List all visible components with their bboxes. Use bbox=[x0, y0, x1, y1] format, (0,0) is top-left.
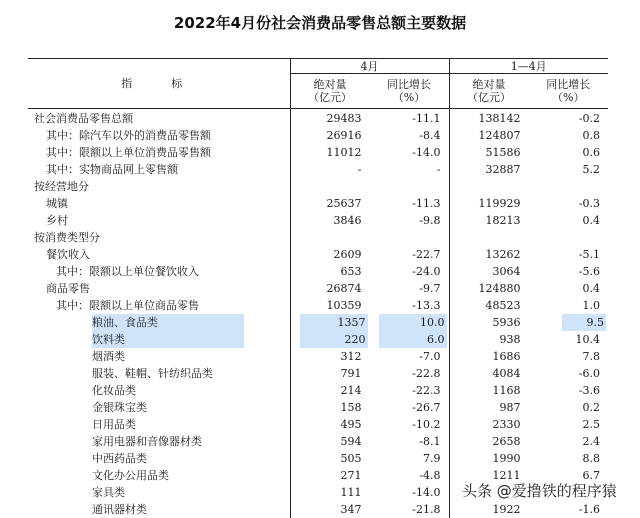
cell-value: 1990 bbox=[493, 452, 521, 465]
cell-value: 10.4 bbox=[576, 333, 601, 346]
value-cell-v2 bbox=[370, 484, 450, 501]
abs-line2: （亿元） bbox=[450, 91, 529, 104]
cell-value: - bbox=[358, 163, 362, 176]
cell-value: -0.2 bbox=[579, 112, 600, 125]
yoy-line1: 同比增长 bbox=[370, 78, 449, 91]
value-cell-v2 bbox=[370, 178, 450, 195]
row-label-cell bbox=[28, 348, 290, 365]
value-cell-v2 bbox=[370, 501, 450, 518]
table-row bbox=[28, 297, 608, 314]
value-cell-v4 bbox=[529, 365, 609, 382]
abs-line2: （亿元） bbox=[291, 91, 370, 104]
value-cell-v2 bbox=[370, 109, 450, 128]
yoy-line1: 同比增长 bbox=[529, 78, 609, 91]
yoy-line2: （%） bbox=[370, 91, 449, 104]
value-cell-v3 bbox=[449, 314, 529, 331]
table-row bbox=[28, 450, 608, 467]
table-row bbox=[28, 365, 608, 382]
cell-value: 0.4 bbox=[583, 214, 601, 227]
value-cell-v2 bbox=[370, 365, 450, 382]
cell-value: 8.8 bbox=[583, 452, 601, 465]
cell-value: -11.3 bbox=[412, 197, 440, 210]
april-group-header: 4月 bbox=[290, 59, 449, 74]
table-row bbox=[28, 399, 608, 416]
value-cell-v2 bbox=[370, 127, 450, 144]
row-label-cell bbox=[28, 178, 290, 195]
value-cell-v1 bbox=[290, 382, 370, 399]
cell-value: -22.3 bbox=[412, 384, 440, 397]
value-cell-v1 bbox=[290, 297, 370, 314]
cell-value: 2.4 bbox=[583, 435, 601, 448]
value-cell-v2 bbox=[370, 450, 450, 467]
cell-value: 0.2 bbox=[583, 401, 601, 414]
value-cell-v1 bbox=[290, 399, 370, 416]
row-label: 文化办公用品类 bbox=[92, 469, 169, 482]
cell-value: -10.2 bbox=[412, 418, 440, 431]
cell-value: 6.7 bbox=[583, 469, 601, 482]
table-row bbox=[28, 416, 608, 433]
value-cell-v1 bbox=[290, 348, 370, 365]
value-cell-v1 bbox=[290, 109, 370, 128]
cell-value: 111 bbox=[341, 486, 362, 499]
cell-value: 119929 bbox=[479, 197, 521, 210]
yoy-line2: （%） bbox=[529, 91, 609, 104]
row-label-cell bbox=[28, 314, 290, 331]
april-absolute-header bbox=[290, 74, 370, 109]
cell-value: 29483 bbox=[327, 112, 362, 125]
cell-value: 2330 bbox=[493, 418, 521, 431]
value-cell-v3 bbox=[449, 229, 529, 246]
value-cell-v1 bbox=[290, 450, 370, 467]
cell-value: 938 bbox=[500, 333, 521, 346]
value-cell-v2 bbox=[370, 280, 450, 297]
value-cell-v1 bbox=[290, 195, 370, 212]
table-row bbox=[28, 109, 608, 128]
row-label-cell bbox=[28, 297, 290, 314]
row-label: 乡村 bbox=[46, 214, 68, 227]
cell-value: 987 bbox=[500, 401, 521, 414]
row-label-cell bbox=[28, 399, 290, 416]
table-row bbox=[28, 212, 608, 229]
cell-value: 1168 bbox=[493, 384, 521, 397]
table-row bbox=[28, 178, 608, 195]
row-label-cell bbox=[28, 501, 290, 518]
row-label: 通讯器材类 bbox=[92, 503, 147, 516]
cell-value: 2658 bbox=[493, 435, 521, 448]
table-row bbox=[28, 161, 608, 178]
retail-sales-table bbox=[28, 58, 608, 518]
value-cell-v4 bbox=[529, 263, 609, 280]
table-row bbox=[28, 144, 608, 161]
value-cell-v2 bbox=[370, 467, 450, 484]
cell-value: 1922 bbox=[493, 503, 521, 516]
value-cell-v3 bbox=[449, 195, 529, 212]
cell-value: 0.4 bbox=[583, 282, 601, 295]
value-cell-v4 bbox=[529, 433, 609, 450]
value-cell-v4 bbox=[529, 127, 609, 144]
cell-value: 3064 bbox=[493, 265, 521, 278]
row-label-cell bbox=[28, 263, 290, 280]
value-cell-v3 bbox=[449, 212, 529, 229]
cell-value: -4.8 bbox=[419, 469, 440, 482]
value-cell-v4 bbox=[529, 348, 609, 365]
row-label-cell bbox=[28, 331, 290, 348]
value-cell-v3 bbox=[449, 297, 529, 314]
cell-value: 1357 bbox=[300, 314, 368, 331]
row-label: 餐饮收入 bbox=[46, 248, 90, 261]
value-cell-v1 bbox=[290, 365, 370, 382]
row-label: 烟酒类 bbox=[92, 350, 125, 363]
cell-value: 48523 bbox=[486, 299, 521, 312]
value-cell-v1 bbox=[290, 433, 370, 450]
value-cell-v3 bbox=[449, 433, 529, 450]
cell-value: -14.0 bbox=[412, 146, 440, 159]
cell-value: 1.0 bbox=[583, 299, 601, 312]
cell-value: 124807 bbox=[479, 129, 521, 142]
cell-value: 13262 bbox=[486, 248, 521, 261]
value-cell-v4 bbox=[529, 450, 609, 467]
value-cell-v4 bbox=[529, 314, 609, 331]
value-cell-v1 bbox=[290, 212, 370, 229]
value-cell-v4 bbox=[529, 144, 609, 161]
table-row bbox=[28, 314, 608, 331]
value-cell-v2 bbox=[370, 161, 450, 178]
value-cell-v4 bbox=[529, 195, 609, 212]
value-cell-v4 bbox=[529, 297, 609, 314]
value-cell-v3 bbox=[449, 382, 529, 399]
cell-value: -22.7 bbox=[412, 248, 440, 261]
row-label: 其中：实物商品网上零售额 bbox=[46, 163, 178, 176]
value-cell-v1 bbox=[290, 314, 370, 331]
value-cell-v2 bbox=[370, 246, 450, 263]
row-label: 家用电器和音像器材类 bbox=[92, 435, 202, 448]
value-cell-v1 bbox=[290, 467, 370, 484]
cell-value: -22.8 bbox=[412, 367, 440, 380]
cell-value: -9.8 bbox=[419, 214, 440, 227]
table-row bbox=[28, 433, 608, 450]
table-row bbox=[28, 263, 608, 280]
cell-value: 312 bbox=[341, 350, 362, 363]
cell-value: 505 bbox=[341, 452, 362, 465]
row-label-cell bbox=[28, 229, 290, 246]
value-cell-v2 bbox=[370, 195, 450, 212]
row-label-cell bbox=[28, 365, 290, 382]
value-cell-v2 bbox=[370, 229, 450, 246]
row-label: 其中：除汽车以外的消费品零售额 bbox=[46, 129, 211, 142]
cell-value: 26916 bbox=[327, 129, 362, 142]
cell-value: 51586 bbox=[486, 146, 521, 159]
cell-value: 2609 bbox=[334, 248, 362, 261]
cell-value: -13.3 bbox=[412, 299, 440, 312]
value-cell-v4 bbox=[529, 501, 609, 518]
row-label: 饮料类 bbox=[92, 331, 244, 348]
table-row bbox=[28, 229, 608, 246]
table-row bbox=[28, 331, 608, 348]
cell-value: -7.0 bbox=[419, 350, 440, 363]
cell-value: 791 bbox=[341, 367, 362, 380]
cell-value: 0.8 bbox=[583, 129, 601, 142]
value-cell-v1 bbox=[290, 484, 370, 501]
cell-value: -24.0 bbox=[412, 265, 440, 278]
cell-value: 6.0 bbox=[379, 331, 447, 348]
row-label-cell bbox=[28, 195, 290, 212]
value-cell-v1 bbox=[290, 280, 370, 297]
cell-value: 2.5 bbox=[583, 418, 601, 431]
value-cell-v3 bbox=[449, 263, 529, 280]
value-cell-v1 bbox=[290, 178, 370, 195]
cell-value: -5.6 bbox=[579, 265, 600, 278]
cell-value: 495 bbox=[341, 418, 362, 431]
cell-value: 10.0 bbox=[379, 314, 447, 331]
row-label-cell bbox=[28, 144, 290, 161]
cell-value: 653 bbox=[341, 265, 362, 278]
value-cell-v1 bbox=[290, 263, 370, 280]
value-cell-v2 bbox=[370, 348, 450, 365]
value-cell-v4 bbox=[529, 178, 609, 195]
row-label: 按经营地分 bbox=[34, 180, 89, 193]
value-cell-v4 bbox=[529, 280, 609, 297]
value-cell-v1 bbox=[290, 144, 370, 161]
cell-value: 18213 bbox=[486, 214, 521, 227]
row-label: 粮油、食品类 bbox=[92, 314, 244, 331]
ytd-yoy-header bbox=[529, 74, 609, 109]
row-label-cell bbox=[28, 212, 290, 229]
value-cell-v4 bbox=[529, 229, 609, 246]
value-cell-v3 bbox=[449, 399, 529, 416]
cell-value: 3846 bbox=[334, 214, 362, 227]
cell-value: 32887 bbox=[486, 163, 521, 176]
row-label-cell bbox=[28, 467, 290, 484]
row-label-cell bbox=[28, 161, 290, 178]
value-cell-v4 bbox=[529, 246, 609, 263]
value-cell-v4 bbox=[529, 212, 609, 229]
value-cell-v4 bbox=[529, 382, 609, 399]
cell-value: -1.6 bbox=[579, 503, 600, 516]
value-cell-v2 bbox=[370, 433, 450, 450]
cell-value: 9.5 bbox=[562, 314, 606, 331]
row-label: 中西药品类 bbox=[92, 452, 147, 465]
value-cell-v2 bbox=[370, 314, 450, 331]
value-cell-v3 bbox=[449, 127, 529, 144]
value-cell-v3 bbox=[449, 280, 529, 297]
value-cell-v1 bbox=[290, 229, 370, 246]
cell-value: 11012 bbox=[327, 146, 362, 159]
value-cell-v3 bbox=[449, 178, 529, 195]
value-cell-v1 bbox=[290, 161, 370, 178]
row-label: 服装、鞋帽、针纺织品类 bbox=[92, 367, 213, 380]
cell-value: 158 bbox=[341, 401, 362, 414]
row-label-cell bbox=[28, 280, 290, 297]
value-cell-v4 bbox=[529, 109, 609, 128]
value-cell-v2 bbox=[370, 382, 450, 399]
value-cell-v2 bbox=[370, 263, 450, 280]
jan-apr-group-header: 1—4月 bbox=[449, 59, 608, 74]
row-label: 社会消费品零售总额 bbox=[34, 112, 133, 125]
value-cell-v2 bbox=[370, 297, 450, 314]
cell-value: 5936 bbox=[493, 316, 521, 329]
value-cell-v2 bbox=[370, 212, 450, 229]
cell-value: -21.8 bbox=[412, 503, 440, 516]
value-cell-v3 bbox=[449, 450, 529, 467]
cell-value: 124880 bbox=[479, 282, 521, 295]
row-label: 化妆品类 bbox=[92, 384, 136, 397]
cell-value: 594 bbox=[341, 435, 362, 448]
cell-value: 4084 bbox=[493, 367, 521, 380]
row-label-cell bbox=[28, 484, 290, 501]
row-label: 其中：限额以上单位商品零售 bbox=[56, 299, 199, 312]
value-cell-v2 bbox=[370, 399, 450, 416]
abs-line1: 绝对量 bbox=[450, 78, 529, 91]
value-cell-v4 bbox=[529, 331, 609, 348]
row-label: 按消费类型分 bbox=[34, 231, 100, 244]
value-cell-v3 bbox=[449, 348, 529, 365]
value-cell-v4 bbox=[529, 399, 609, 416]
cell-value: 25637 bbox=[327, 197, 362, 210]
cell-value: 347 bbox=[341, 503, 362, 516]
table-row bbox=[28, 348, 608, 365]
row-label-cell bbox=[28, 109, 290, 128]
indicator-header: 指 标 bbox=[28, 59, 290, 109]
value-cell-v2 bbox=[370, 416, 450, 433]
cell-value: 10359 bbox=[327, 299, 362, 312]
cell-value: 138142 bbox=[479, 112, 521, 125]
row-label-cell bbox=[28, 127, 290, 144]
cell-value: 0.6 bbox=[583, 146, 601, 159]
cell-value: -11.1 bbox=[412, 112, 440, 125]
ytd-absolute-header bbox=[449, 74, 529, 109]
value-cell-v3 bbox=[449, 144, 529, 161]
value-cell-v3 bbox=[449, 331, 529, 348]
value-cell-v3 bbox=[449, 246, 529, 263]
row-label-cell bbox=[28, 450, 290, 467]
value-cell-v1 bbox=[290, 331, 370, 348]
value-cell-v1 bbox=[290, 246, 370, 263]
cell-value: -5.1 bbox=[579, 248, 600, 261]
row-label-cell bbox=[28, 433, 290, 450]
value-cell-v3 bbox=[449, 365, 529, 382]
value-cell-v3 bbox=[449, 109, 529, 128]
value-cell-v1 bbox=[290, 501, 370, 518]
cell-value: 5.2 bbox=[583, 163, 601, 176]
cell-value: -14.0 bbox=[412, 486, 440, 499]
table-row bbox=[28, 246, 608, 263]
row-label-cell bbox=[28, 246, 290, 263]
row-label: 日用品类 bbox=[92, 418, 136, 431]
value-cell-v4 bbox=[529, 416, 609, 433]
cell-value: -26.7 bbox=[412, 401, 440, 414]
value-cell-v2 bbox=[370, 144, 450, 161]
row-label: 金银珠宝类 bbox=[92, 401, 147, 414]
table-body bbox=[28, 109, 608, 518]
row-label: 商品零售 bbox=[46, 282, 90, 295]
april-yoy-header bbox=[370, 74, 450, 109]
cell-value: 7.9 bbox=[423, 452, 441, 465]
cell-value: -6.0 bbox=[579, 367, 600, 380]
cell-value: 1211 bbox=[493, 469, 521, 482]
row-label: 其中：限额以上单位消费品零售额 bbox=[46, 146, 211, 159]
watermark: 头条 @爱撸铁的程序猿 bbox=[462, 480, 617, 501]
value-cell-v3 bbox=[449, 161, 529, 178]
row-label-cell bbox=[28, 416, 290, 433]
cell-value: 26874 bbox=[327, 282, 362, 295]
row-label-cell bbox=[28, 382, 290, 399]
table-row bbox=[28, 382, 608, 399]
cell-value: 271 bbox=[341, 469, 362, 482]
value-cell-v2 bbox=[370, 331, 450, 348]
cell-value: 1686 bbox=[493, 350, 521, 363]
cell-value: 220 bbox=[300, 331, 368, 348]
row-label: 其中：限额以上单位餐饮收入 bbox=[56, 265, 199, 278]
value-cell-v3 bbox=[449, 501, 529, 518]
row-label: 城镇 bbox=[46, 197, 68, 210]
table-title: 2022年4月份社会消费品零售总额主要数据 bbox=[0, 12, 640, 33]
cell-value: 7.8 bbox=[583, 350, 601, 363]
table-row bbox=[28, 501, 608, 518]
cell-value: -3.6 bbox=[579, 384, 600, 397]
table-row bbox=[28, 280, 608, 297]
abs-line1: 绝对量 bbox=[291, 78, 370, 91]
row-label: 家具类 bbox=[92, 486, 125, 499]
cell-value: -9.7 bbox=[419, 282, 440, 295]
value-cell-v1 bbox=[290, 127, 370, 144]
table-row bbox=[28, 195, 608, 212]
value-cell-v3 bbox=[449, 416, 529, 433]
cell-value: - bbox=[437, 163, 441, 176]
cell-value: -0.3 bbox=[579, 197, 600, 210]
value-cell-v1 bbox=[290, 416, 370, 433]
table-row bbox=[28, 127, 608, 144]
value-cell-v4 bbox=[529, 161, 609, 178]
cell-value: -8.1 bbox=[419, 435, 440, 448]
cell-value: 214 bbox=[341, 384, 362, 397]
cell-value: -8.4 bbox=[419, 129, 440, 142]
